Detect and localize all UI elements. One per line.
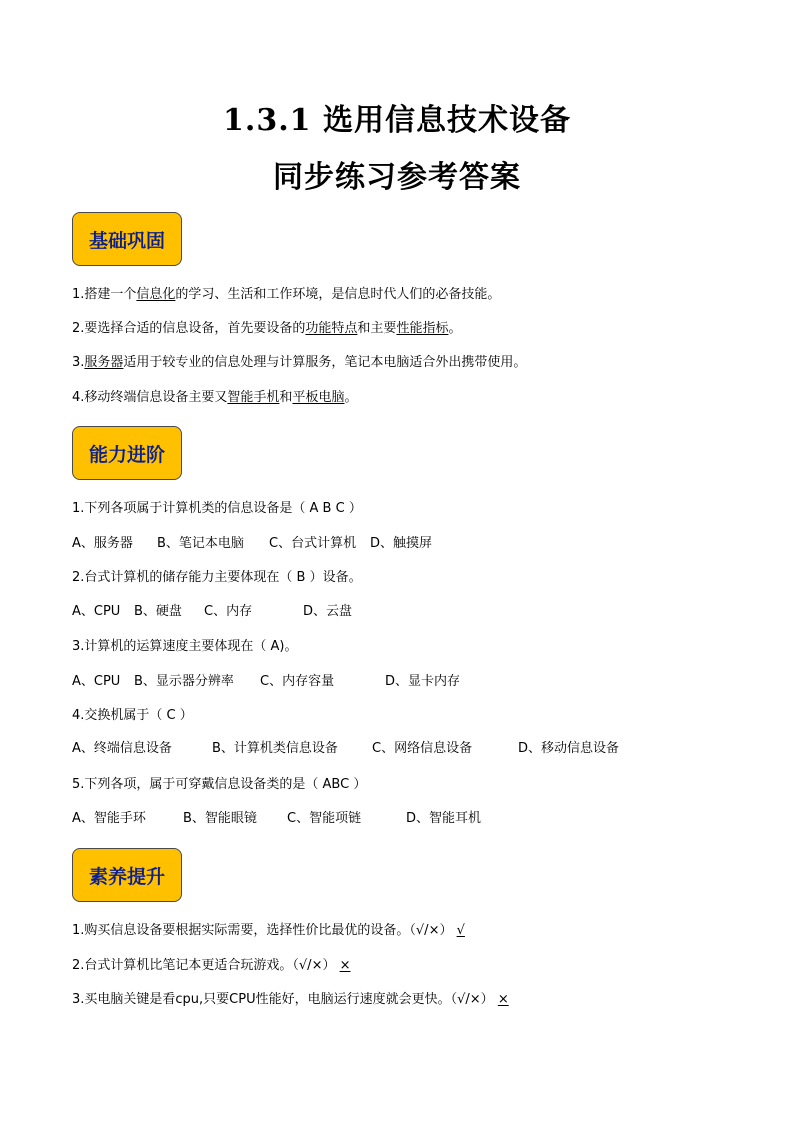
answer-blank: 平板电脑	[292, 390, 345, 405]
question-4-options	[72, 740, 712, 758]
option: B、显示器分辨率	[134, 674, 234, 689]
question-3: 3.计算机的运算速度主要体现在（ A)。	[72, 639, 298, 654]
option: C、内存	[204, 604, 253, 619]
basic-item-1: 1.搭建一个信息化的学习、生活和工作环境，是信息时代人们的必备技能。	[72, 287, 501, 302]
question-2: 2.台式计算机的储存能力主要体现在（ B ）设备。	[72, 570, 362, 585]
answer-blank: 功能特点	[305, 321, 358, 336]
answer-mark: ×	[497, 992, 509, 1007]
option: A、CPU	[72, 604, 121, 619]
literacy-item-1: 1.购买信息设备要根据实际需要，选择性价比最优的设备。（√/×） √	[72, 923, 465, 938]
answer-mark: ×	[339, 958, 351, 973]
option: A、终端信息设备	[72, 741, 172, 756]
option: A、CPU	[72, 674, 121, 689]
option: C、智能项链	[287, 811, 362, 826]
question-5-options	[72, 810, 712, 828]
basic-item-3: 3.服务器适用于较专业的信息处理与计算服务，笔记本电脑适合外出携带使用。	[72, 355, 527, 370]
page-subtitle: 同步练习参考答案	[273, 160, 521, 195]
option: A、智能手环	[72, 811, 146, 826]
basic-item-2: 2.要选择合适的信息设备，首先要设备的功能特点和主要性能指标。	[72, 321, 462, 336]
basic-item-4: 4.移动终端信息设备主要又智能手机和平板电脑。	[72, 390, 358, 405]
question-4: 4.交换机属于（ C ）	[72, 708, 193, 723]
answer-blank: 服务器	[84, 355, 124, 370]
option: D、云盘	[303, 604, 353, 619]
answer-blank: 信息化	[136, 287, 176, 302]
literacy-item-3: 3.买电脑关键是看cpu,只要CPU性能好，电脑运行速度就会更快。（√/×） ×	[72, 992, 509, 1007]
question-5: 5.下列各项，属于可穿戴信息设备类的是（ ABC ）	[72, 777, 367, 792]
option: A、服务器	[72, 536, 133, 551]
option: D、移动信息设备	[518, 741, 620, 756]
question-2-options	[72, 603, 712, 621]
question-3-options	[72, 673, 712, 691]
option: D、触摸屏	[370, 536, 433, 551]
option: C、内存容量	[260, 674, 335, 689]
option: B、硬盘	[134, 604, 182, 619]
option: B、笔记本电脑	[157, 536, 244, 551]
answer-blank: 智能手机	[227, 390, 280, 405]
answer-mark: √	[456, 923, 465, 938]
section-badge-advanced: 能力进阶	[72, 426, 182, 480]
option: C、网络信息设备	[372, 741, 473, 756]
question-1-options	[72, 535, 712, 553]
option: D、显卡内存	[385, 674, 461, 689]
section-badge-literacy: 素养提升	[72, 848, 182, 902]
page-title: 1.3.1 选用信息技术设备	[223, 103, 571, 138]
answer-blank: 性能指标	[396, 321, 449, 336]
option: B、智能眼镜	[183, 811, 257, 826]
option: D、智能耳机	[406, 811, 482, 826]
section-badge-basic: 基础巩固	[72, 212, 182, 266]
literacy-item-2: 2.台式计算机比笔记本更适合玩游戏。（√/×） ×	[72, 958, 351, 973]
question-1: 1.下列各项属于计算机类的信息设备是（ A B C ）	[72, 501, 362, 516]
option: C、台式计算机	[269, 536, 357, 551]
option: B、计算机类信息设备	[212, 741, 338, 756]
